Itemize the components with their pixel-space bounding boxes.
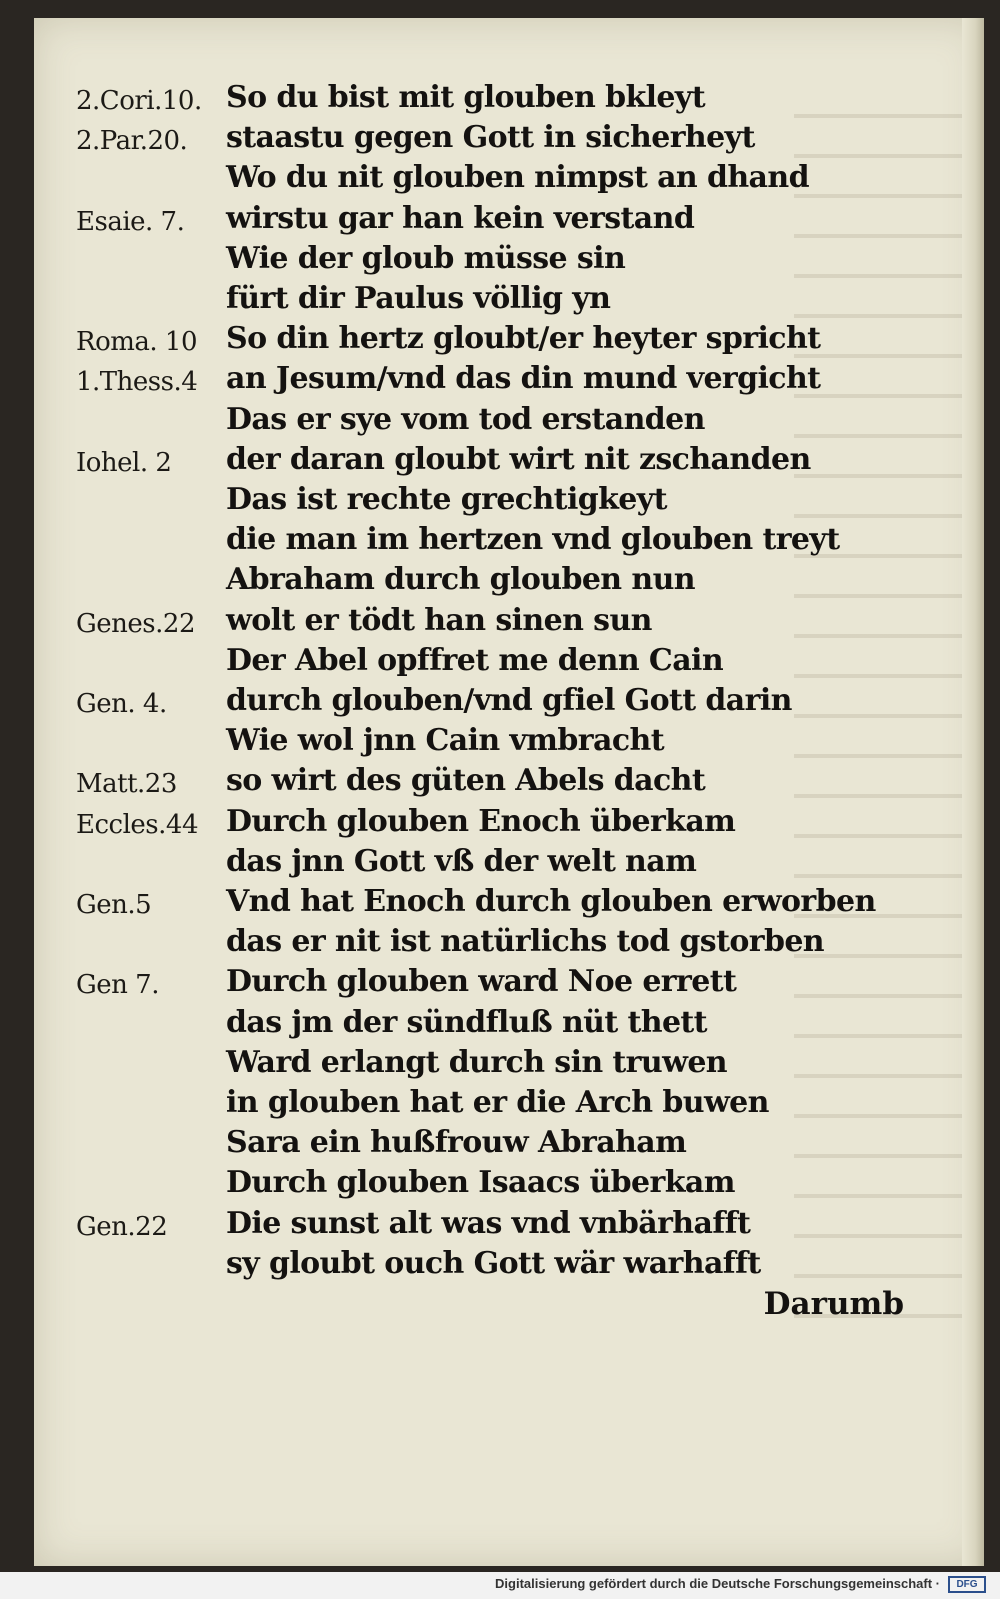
text-line xyxy=(0,1045,1000,1085)
text-line xyxy=(0,884,1000,924)
margin-reference: Genes.22 xyxy=(76,609,195,639)
text-line xyxy=(0,361,1000,401)
verse-text: so wirt des güten Abels dacht xyxy=(226,763,706,798)
verse-text: So din hertz gloubt/er heyter spricht xyxy=(226,321,821,356)
footer-credit: Digitalisierung gefördert durch die Deutsche Forschungsgemeinschaft · xyxy=(495,1576,940,1591)
verse-text: Ward erlangt durch sin truwen xyxy=(226,1045,728,1080)
text-line xyxy=(0,1246,1000,1286)
text-line xyxy=(0,201,1000,241)
text-line xyxy=(0,683,1000,723)
verse-text: in glouben hat er die Arch buwen xyxy=(226,1085,769,1120)
verse-text: an Jesum/vnd das din mund vergicht xyxy=(226,361,821,396)
margin-reference: 2.Cori.10. xyxy=(76,86,202,116)
verse-text: sy gloubt ouch Gott wär warhafft xyxy=(226,1246,761,1281)
margin-reference: 1.Thess.4 xyxy=(76,367,198,397)
verse-text: der daran gloubt wirt nit zschanden xyxy=(226,442,811,477)
verse-text: Das er sye vom tod erstanden xyxy=(226,402,705,437)
margin-reference: Roma. 10 xyxy=(76,327,197,357)
text-line xyxy=(0,80,1000,120)
text-line xyxy=(0,562,1000,602)
text-line xyxy=(0,804,1000,844)
margin-reference: Matt.23 xyxy=(76,769,177,799)
verse-text: staastu gegen Gott in sicherheyt xyxy=(226,120,755,155)
footer-bar xyxy=(0,1572,1000,1599)
text-line xyxy=(0,160,1000,200)
margin-reference: 2.Par.20. xyxy=(76,126,188,156)
text-line xyxy=(0,120,1000,160)
text-line xyxy=(0,643,1000,683)
verse-text: Der Abel opffret me denn Cain xyxy=(226,643,724,678)
verse-text: Sara ein hußfrouw Abraham xyxy=(226,1125,687,1160)
text-line xyxy=(0,1125,1000,1165)
text-line xyxy=(0,964,1000,1004)
verse-text: das er nit ist natürlichs tod gstorben xyxy=(226,924,825,959)
text-line xyxy=(0,321,1000,361)
verse-text: das jm der sündfluß nüt thett xyxy=(226,1005,707,1040)
margin-reference: Esaie. 7. xyxy=(76,207,185,237)
text-line xyxy=(0,1206,1000,1246)
text-line xyxy=(0,603,1000,643)
margin-reference: Eccles.44 xyxy=(76,810,198,840)
text-line xyxy=(0,482,1000,522)
verse-text: Durch glouben Enoch überkam xyxy=(226,804,736,839)
verse-text: die man im hertzen vnd glouben treyt xyxy=(226,522,840,557)
margin-reference: Gen.5 xyxy=(76,890,152,920)
margin-reference: Gen.22 xyxy=(76,1212,168,1242)
text-line xyxy=(0,763,1000,803)
verse-text: Wie der gloub müsse sin xyxy=(226,241,626,276)
verse-text: So du bist mit glouben bkleyt xyxy=(226,80,706,115)
text-line xyxy=(0,402,1000,442)
margin-reference: Iohel. 2 xyxy=(76,448,172,478)
dfg-logo: DFG xyxy=(948,1576,986,1593)
verse-text: wolt er tödt han sinen sun xyxy=(226,603,652,638)
text-line xyxy=(0,241,1000,281)
margin-reference: Gen. 4. xyxy=(76,689,167,719)
verse-text: Das ist rechte grechtigkeyt xyxy=(226,482,667,517)
verse-text: Durch glouben Isaacs überkam xyxy=(226,1165,735,1200)
text-line xyxy=(0,522,1000,562)
margin-reference: Gen 7. xyxy=(76,970,159,1000)
text-line xyxy=(0,924,1000,964)
verse-text: das jnn Gott vß der welt nam xyxy=(226,844,697,879)
text-line xyxy=(0,723,1000,763)
text-line xyxy=(0,1005,1000,1045)
text-line xyxy=(0,1085,1000,1125)
verse-text: durch glouben/vnd gfiel Gott darin xyxy=(226,683,792,718)
verse-text: Die sunst alt was vnd vnbärhafft xyxy=(226,1206,751,1241)
verse-text: Wo du nit glouben nimpst an dhand xyxy=(226,160,809,195)
verse-text: Durch glouben ward Noe errett xyxy=(226,964,737,999)
verse-text: wirstu gar han kein verstand xyxy=(226,201,695,236)
text-line xyxy=(0,281,1000,321)
verse-text: Abraham durch glouben nun xyxy=(226,562,695,597)
verse-text: Wie wol jnn Cain vmbracht xyxy=(226,723,664,758)
text-line xyxy=(0,1165,1000,1205)
text-line xyxy=(0,442,1000,482)
text-line xyxy=(0,844,1000,884)
verse-text: Vnd hat Enoch durch glouben erworben xyxy=(226,884,876,919)
verse-text: fürt dir Paulus völlig yn xyxy=(226,281,611,316)
catchword: Darumb xyxy=(763,1286,904,1322)
